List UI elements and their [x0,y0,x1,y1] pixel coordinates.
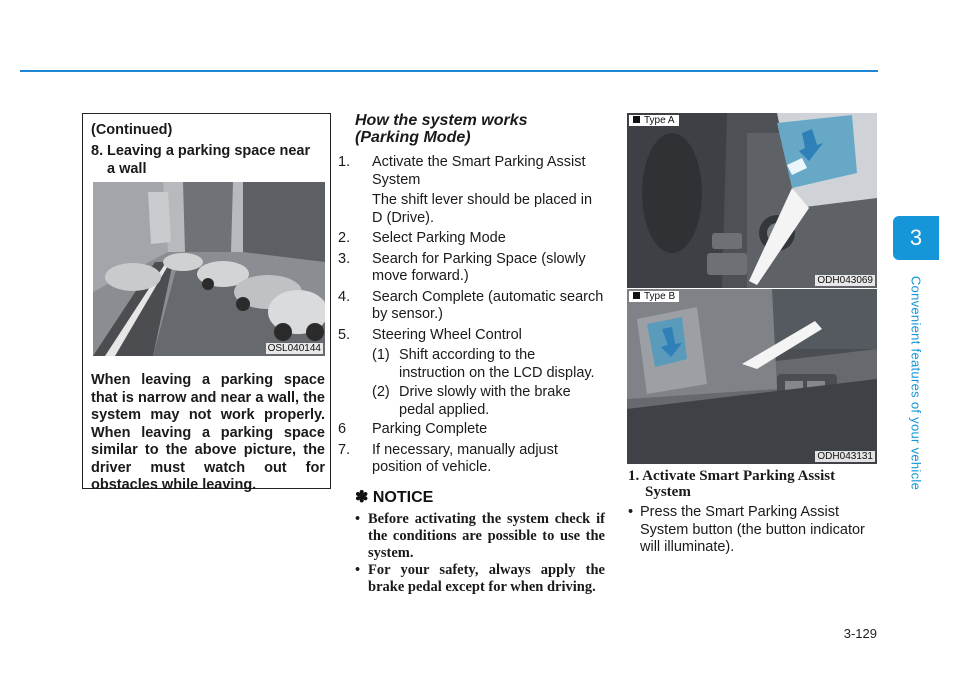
step-number: 4. [338,288,351,305]
item-text-1: Leaving a parking space near [107,143,311,159]
parking-near-wall-illustration [93,182,325,356]
substep-1 [372,347,605,382]
type-b-label-text: Type B [644,291,676,302]
activate-heading-line-1: 1. Activate Smart Parking Assist [628,468,836,484]
notice-bullet-1: • Before activating the system check if the conditions are possible to use the system. [355,511,605,561]
step-5 [338,326,605,345]
step-text: If necessary, manually adjust position of vehicle. [372,441,558,475]
substep-number: (1) [372,347,390,363]
step-number: 5. [338,326,351,343]
activate-bullet: • Press the Smart Parking Assist System button (the button indicator will illuminate). [628,504,878,557]
step-6 [338,421,605,439]
step-number: 7. [338,441,351,458]
step-number: 2. [338,230,351,246]
step-1 [338,154,605,189]
continued-heading: (Continued) [91,122,173,138]
substep-number: (2) [372,384,390,400]
chapter-number-tab[interactable]: 3 [893,216,939,260]
type-b-label [629,291,679,302]
activate-heading [628,468,878,500]
step-text: Select Parking Mode [372,230,506,246]
console-image-a [627,113,877,288]
step-2 [338,230,605,248]
header-rule [20,70,878,72]
chapter-title [893,268,939,498]
how-system-works-section [338,112,605,480]
step-text: Search Complete (automatic search by sensor.) [372,288,604,322]
notice-heading: ✽ NOTICE [355,489,434,506]
continued-box [82,113,331,493]
how-it-works-heading [355,112,605,146]
chapter-title-text: Convenient features of your vehicle [908,275,924,491]
continued-body: When leaving a parking space that is narrow and near a wall, the system may not work properly. When leaving a parking space similar to the above picture, the driver must watch out for obstacles while leaving. [91,372,325,493]
step-text: Parking Complete [372,421,488,437]
type-a-console-photo [627,113,877,288]
item-8 [91,142,323,178]
step-4 [338,288,605,324]
type-a-code: ODH043069 [817,275,873,286]
type-b-console-photo [627,289,877,464]
parking-lot-image [93,182,325,356]
step-3 [338,250,605,286]
type-b-code: ODH043131 [817,451,873,462]
type-a-label-text: Type A [644,115,675,126]
substep-text: Shift according to the instruction on the LCD display. [399,347,595,381]
item-number: 8. [91,143,104,159]
step-1-note: The shift lever should be placed in D (Drive). [372,192,593,226]
figure-code: OSL040144 [267,343,321,354]
steps-list [338,154,605,477]
step-number: 3. [338,250,351,267]
notice-bullet-2: • For your safety, always apply the brake pedal except for when driving. [355,562,605,595]
substep-2 [372,384,605,419]
notice-list [355,511,605,596]
heading-line-1: How the system works [355,112,528,129]
step-number: 1. [338,154,351,170]
activate-bullet-text: Press the Smart Parking Assist System button (the button indicator will illuminate). [640,504,865,555]
notice-bullet-text: Before activating the system check if the conditions are possible to use the system. [368,511,605,561]
console-image-b [627,289,877,464]
notice-bullet-text: For your safety, always apply the brake pedal except for when driving. [368,562,605,595]
step-text: Search for Parking Space (slowly move forward.) [372,250,586,284]
substeps [355,347,605,419]
step-number: 6 [338,421,347,437]
step-7 [338,441,605,477]
item-text-2: a wall [107,161,147,177]
step-text: Activate the Smart Parking Assist System [372,154,586,188]
step-text: Steering Wheel Control [372,326,522,343]
page-number: 3-129 [843,626,877,641]
heading-line-2: (Parking Mode) [355,129,471,146]
type-a-label [629,115,679,126]
substep-text: Drive slowly with the brake pedal applied. [399,384,571,418]
activate-heading-line-2: System [645,484,691,500]
